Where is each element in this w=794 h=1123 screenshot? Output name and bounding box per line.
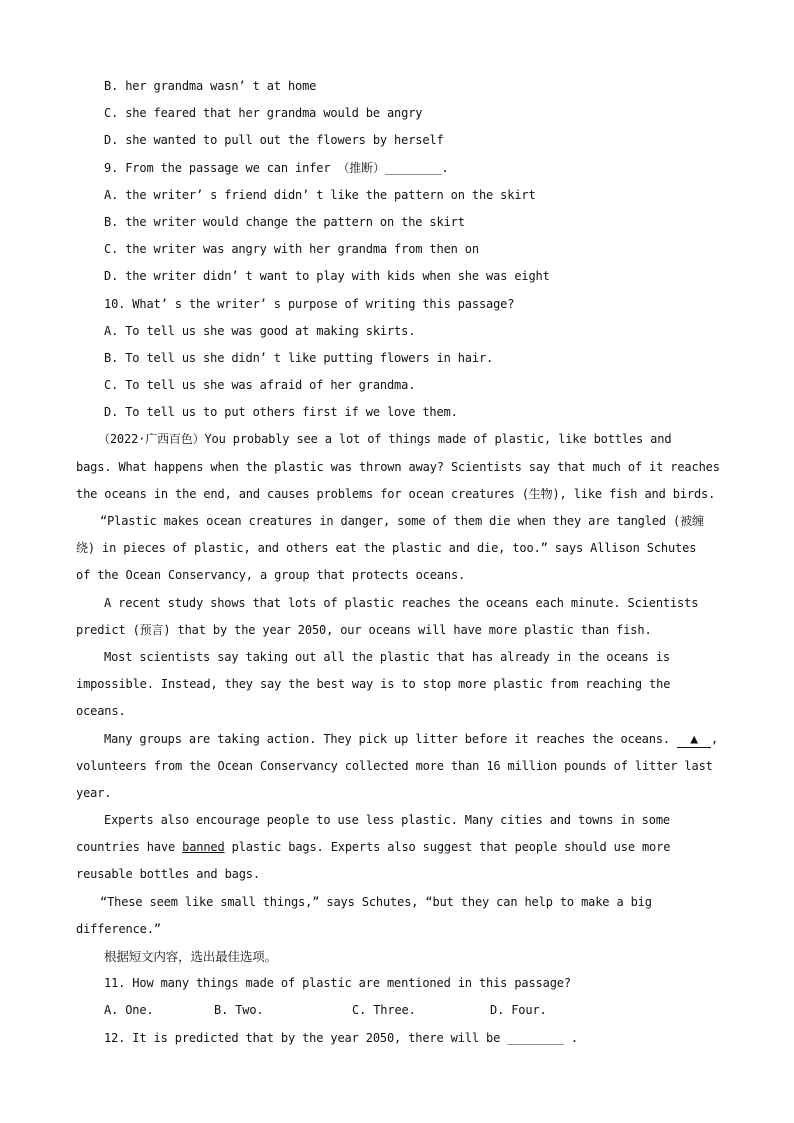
passage-p6-post: plastic bags. Experts also suggest that people should use more <box>224 840 671 855</box>
q9-option-c: C. the writer was angry with her grandma from then on <box>104 242 479 257</box>
passage-p4-line2: impossible. Instead, they say the best way is to stop more plastic from reaching the <box>76 677 671 692</box>
instruction-heading: 根据短文内容，选出最佳选项。 <box>104 949 277 964</box>
passage-p5-text: Many groups are taking action. They pick up litter before it reaches the oceans. <box>104 731 678 746</box>
q10-option-d: D. To tell us to put others first if we love them. <box>104 405 458 420</box>
q11-option-b: B. Two. <box>214 1003 264 1018</box>
passage-p5-comma: , <box>711 731 719 746</box>
q11-option-c: C. Three. <box>352 1003 416 1018</box>
q11-option-d: D. Four. <box>490 1003 547 1018</box>
q10-option-a: A. To tell us she was good at making skirts. <box>104 323 416 338</box>
q8-option-c: C. she feared that her grandma would be angry <box>104 106 423 121</box>
q9-stem: 9. From the passage we can infer （推断）________. <box>104 160 449 175</box>
q12-stem: 12. It is predicted that by the year 2050, there will be ________ . <box>104 1030 578 1045</box>
passage-p3-line2: predict (预言) that by the year 2050, our oceans will have more plastic than fish. <box>76 622 652 637</box>
answer-blank-triangle: ▲ <box>677 733 711 748</box>
q9-option-a: A. the writer’ s friend didn’ t like the pattern on the skirt <box>104 187 536 202</box>
q8-option-d: D. she wanted to pull out the flowers by herself <box>104 133 444 148</box>
q9-option-d: D. the writer didn’ t want to play with kids when she was eight <box>104 269 550 284</box>
passage-p2-line3: of the Ocean Conservancy, a group that protects oceans. <box>76 568 466 583</box>
passage-p5-line1 <box>76 726 719 753</box>
passage-p4-line1: Most scientists say taking out all the plastic that has already in the oceans is <box>104 649 670 664</box>
passage-p4-line3: oceans. <box>76 704 126 719</box>
q10-stem: 10. What’ s the writer’ s purpose of writing this passage? <box>104 296 515 311</box>
passage-p2-line2: 绕) in pieces of plastic, and others eat the plastic and die, too.” says Allison Schutes <box>76 541 697 556</box>
passage-p5-line2: volunteers from the Ocean Conservancy collected more than 16 million pounds of litter last <box>76 758 713 773</box>
q11-stem: 11. How many things made of plastic are mentioned in this passage? <box>104 976 571 991</box>
q11-options <box>76 997 716 1024</box>
passage-p1-line2: bags. What happens when the plastic was thrown away? Scientists say that much of it reaches <box>76 459 720 474</box>
q8-option-b: B. her grandma wasn’ t at home <box>104 79 317 93</box>
passage-p5-line3: year. <box>76 785 112 800</box>
passage-p6-pre: countries have <box>76 840 183 855</box>
q11-option-a: A. One. <box>104 1003 154 1018</box>
passage-p1-line1: （2022·广西百色）You probably see a lot of things made of plastic, like bottles and <box>98 432 672 447</box>
underlined-word-banned: banned <box>182 840 225 855</box>
passage-p3-line1: A recent study shows that lots of plastic reaches the oceans each minute. Scientists <box>104 595 699 610</box>
passage-p1-line3: the oceans in the end, and causes problems for ocean creatures (生物), like fish and birds. <box>76 486 716 501</box>
passage-p2-line1: “Plastic makes ocean creatures in danger, some of them die when they are tangled (被缠 <box>100 514 704 528</box>
passage-p6-line1: Experts also encourage people to use less plastic. Many cities and towns in some <box>104 813 670 828</box>
passage-p7-line1: “These seem like small things,” says Schutes, “but they can help to make a big <box>100 894 652 909</box>
passage-p7-line2: difference.” <box>76 921 161 936</box>
q10-option-b: B. To tell us she didn’ t like putting flowers in hair. <box>104 350 494 365</box>
q10-option-c: C. To tell us she was afraid of her grandma. <box>104 378 416 393</box>
document-page <box>76 73 720 1052</box>
passage-p6-line3: reusable bottles and bags. <box>76 867 260 882</box>
q9-option-b: B. the writer would change the pattern on the skirt <box>104 214 465 229</box>
passage-p6-line2 <box>76 834 716 861</box>
